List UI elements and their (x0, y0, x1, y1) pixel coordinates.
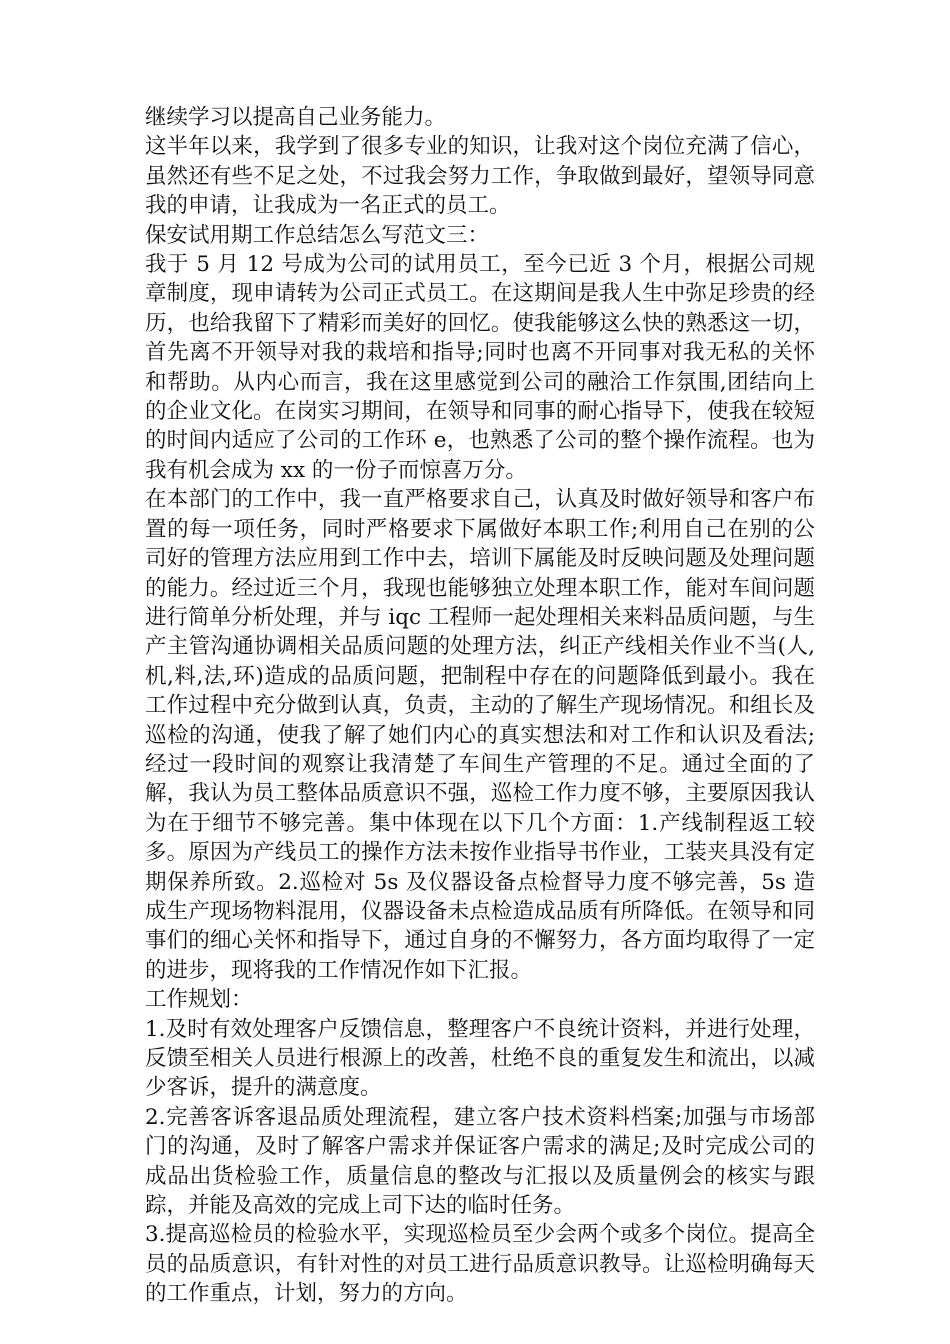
work-plan-item-1: 1.及时有效处理客户反馈信息，整理客户不良统计资料，并进行处理，反馈至相关人员进行根源上的改善，杜绝不良的重复发生和流出，以减少客诉，提升的满意度。 (145, 1016, 815, 1101)
work-plan-item-3: 3.提高巡检员的检验水平，实现巡检员至少会两个或多个岗位。提高全员的品质意识，有针对性的对员工进行品质意识教导。让巡检明确每天的工作重点，计划，努力的方向。 (145, 1222, 815, 1307)
paragraph-conclusion: 这半年以来，我学到了很多专业的知识，让我对这个岗位充满了信心，虽然还有些不足之处，不过我会努力工作，争取做到最好，望领导同意我的申请，让我成为一名正式的员工。 (145, 134, 815, 219)
paragraph-continuation: 继续学习以提高自己业务能力。 (145, 105, 447, 130)
document-body (145, 103, 815, 1309)
work-plan-heading: 工作规划： (145, 987, 253, 1013)
section-heading: 保安试用期工作总结怎么写范文三： (145, 222, 490, 248)
paragraph-intro: 我于 5 月 12 号成为公司的试用员工，至今已近 3 个月，根据公司规章制度，现申请转为公司正式员工。在这期间是我人生中弥足珍贵的经历，也给我留下了精彩而美好的回忆。使我能够这么快的熟悉这一切，首先离不开领导对我的栽培和指导;同时也离不开同事对我无私的关怀和帮助。从内心而言，我在这里感觉到公司的融洽工作氛围,团结向上的企业文化。在岗实习期间，在领导和同事的耐心指导下，使我在较短的时间内适应了公司的工作环 e，也熟悉了公司的整个操作流程。也为我有机会成为 xx 的一份子而惊喜万分。 (145, 252, 815, 483)
work-plan-item-2: 2.完善客诉客退品质处理流程，建立客户技术资料档案;加强与市场部门的沟通，及时了解客户需求并保证客户需求的满足;及时完成公司的成品出货检验工作，质量信息的整改与汇报以及质量例会的核实与跟踪，并能及高效的完成上司下达的临时任务。 (145, 1104, 815, 1219)
paragraph-department-work: 在本部门的工作中，我一直严格要求自己，认真及时做好领导和客户布置的每一项任务，同时严格要求下属做好本职工作;利用自己在别的公司好的管理方法应用到工作中去，培训下属能及时反映问题及处理问题的能力。经过近三个月，我现也能够独立处理本职工作，能对车间问题进行简单分析处理，并与 iqc 工程师一起处理相关来料品质问题，与生产主管沟通协调相关品质问题的处理方法，纠正产线相关作业不当(人,机,料,法,环)造成的品质问题，把制程中存在的问题降低到最小。我在工作过程中充分做到认真，负责，主动的了解生产现场情况。和组长及巡检的沟通，使我了解了她们内心的真实想法和对工作和认识及看法;经过一段时间的观察让我清楚了车间生产管理的不足。通过全面的了解，我认为员工整体品质意识不强，巡检工作力度不够，主要原因我认为在于细节不够完善。集中体现在以下几个方面：1.产线制程返工较多。原因为产线员工的操作方法未按作业指导书作业，工装夹具没有定期保养所致。2.巡检对 5s 及仪器设备点检督导力度不够完善，5s 造成生产现场物料混用，仪器设备未点检造成品质有所降低。在领导和同事们的细心关怀和指导下，通过自身的不懈努力，各方面均取得了一定的进步，现将我的工作情况作如下汇报。 (145, 487, 815, 983)
